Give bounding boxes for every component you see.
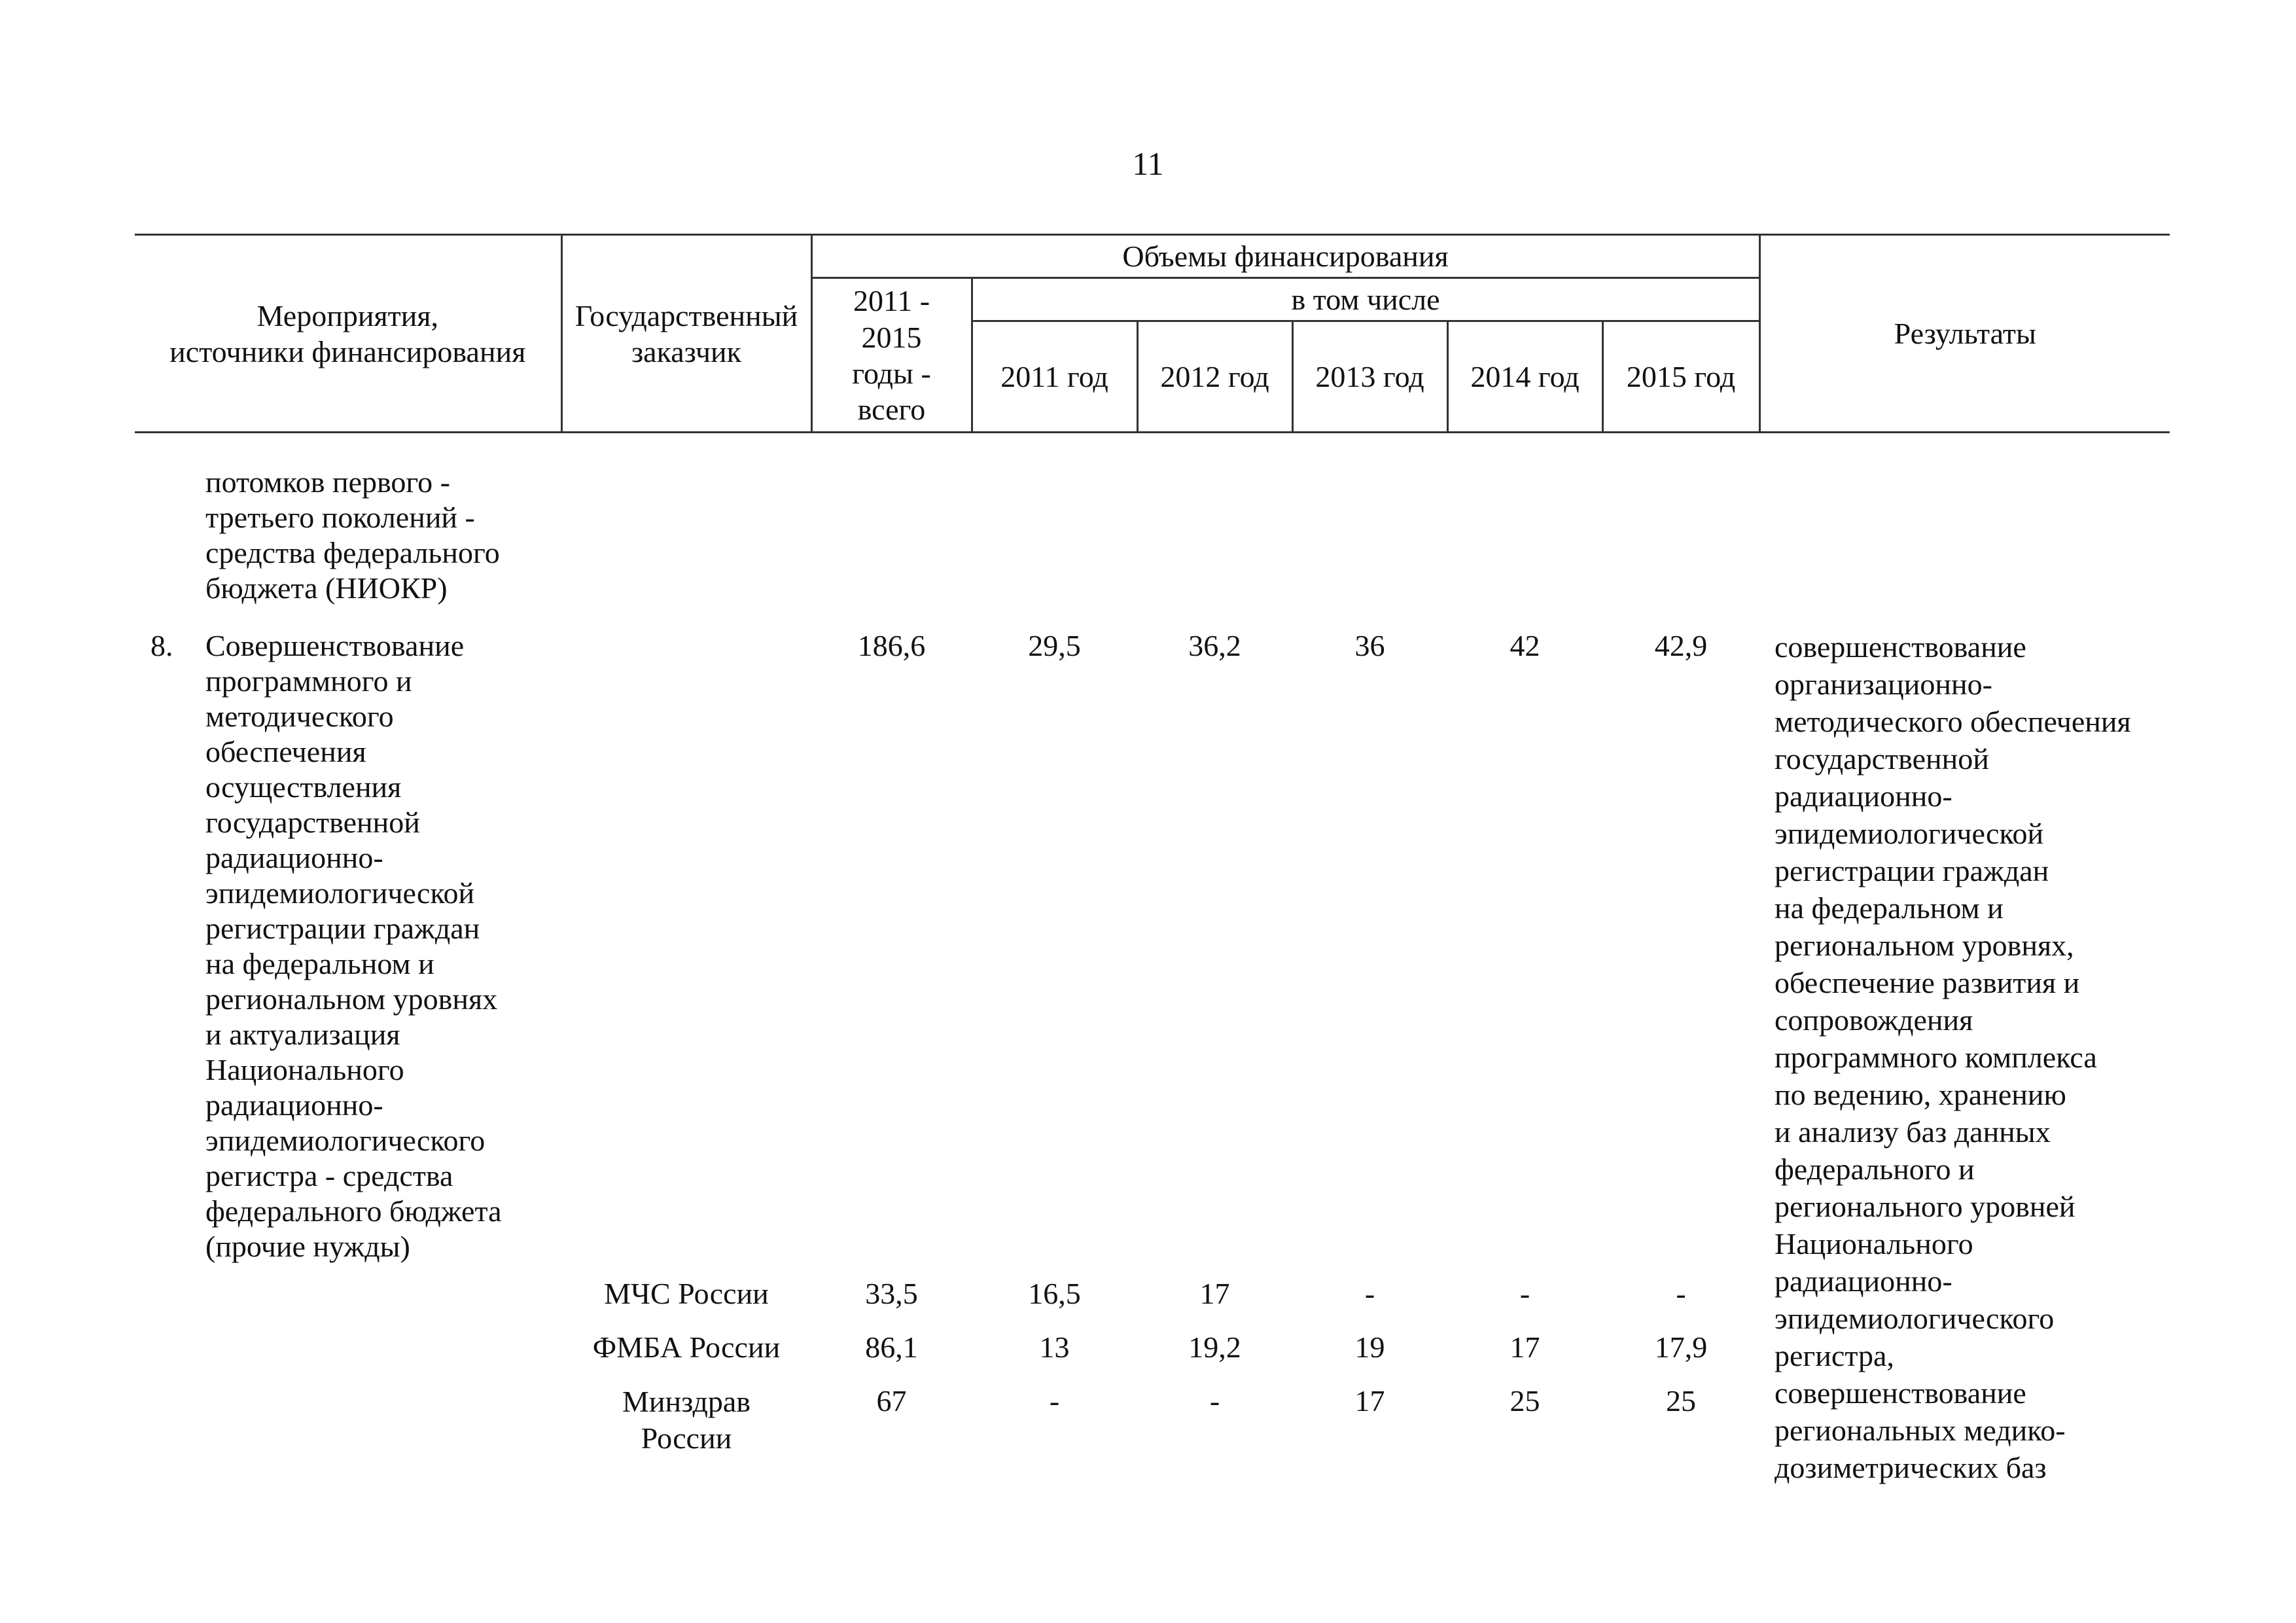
funding-table-header bbox=[135, 234, 2170, 433]
header-year-2013: 2013 год bbox=[1292, 321, 1447, 433]
customer-2015-value: 17,9 bbox=[1654, 1330, 1708, 1364]
customer-total-value: 33,5 bbox=[865, 1277, 918, 1310]
item-2014-value: 42 bbox=[1510, 629, 1540, 662]
item-2011-value: 29,5 bbox=[1028, 629, 1081, 662]
customer-2012-value: 17 bbox=[1199, 1277, 1230, 1310]
item-description: Совершенствование программного и методического обеспечения осуществления государственной радиационно- эпидемиологической регистрации граждан на федеральном и региональном уровнях и актуализация Национального радиационно- эпидемиологического регистра - средства федерального бюджета (прочие нужды) bbox=[205, 629, 502, 1263]
header-results: Результаты bbox=[1759, 235, 2170, 433]
customer-2011-value: 16,5 bbox=[1028, 1277, 1081, 1310]
customer-2013-value: 19 bbox=[1354, 1330, 1385, 1364]
customer-name: МЧС России bbox=[604, 1277, 769, 1310]
header-funding: Объемы финансирования bbox=[811, 235, 1759, 278]
customer-2015-value: 25 bbox=[1666, 1384, 1696, 1418]
customer-2014-value: 17 bbox=[1510, 1330, 1540, 1364]
customer-2011-value: - bbox=[1049, 1384, 1060, 1418]
header-year-2015: 2015 год bbox=[1602, 321, 1759, 433]
item-2015-value: 42,9 bbox=[1654, 629, 1708, 662]
customer-2013-value: 17 bbox=[1354, 1384, 1385, 1418]
customer-name: Минздрав России bbox=[622, 1385, 751, 1455]
item-number: 8. bbox=[150, 629, 173, 662]
customer-2011-value: 13 bbox=[1039, 1330, 1070, 1364]
continuation-text: потомков первого - третьего поколений - средства федерального бюджета (НИОКР) bbox=[205, 465, 500, 605]
customer-total-value: 67 bbox=[876, 1384, 907, 1418]
item-2012-value: 36,2 bbox=[1188, 629, 1241, 662]
customer-2015-value: - bbox=[1676, 1277, 1686, 1310]
header-total: 2011 - 2015 годы - всего bbox=[811, 278, 972, 433]
customer-2012-value: - bbox=[1209, 1384, 1220, 1418]
header-including: в том числе bbox=[972, 278, 1759, 321]
customer-name: ФМБА России bbox=[592, 1330, 781, 1364]
header-measures: Мероприятия, источники финансирования bbox=[135, 235, 561, 433]
header-year-2011: 2011 год bbox=[972, 321, 1137, 433]
header-year-2014: 2014 год bbox=[1447, 321, 1602, 433]
header-year-2012: 2012 год bbox=[1137, 321, 1292, 433]
customer-2013-value: - bbox=[1364, 1277, 1375, 1310]
header-customer: Государственный заказчик bbox=[561, 235, 811, 433]
item-2013-value: 36 bbox=[1354, 629, 1385, 662]
customer-2012-value: 19,2 bbox=[1188, 1330, 1241, 1364]
customer-total-value: 86,1 bbox=[865, 1330, 918, 1364]
page-number: 11 bbox=[1132, 145, 1164, 182]
item-results: совершенствование организационно- методического обеспечения государственной радиационно- эпидемиологической регистрации граждан на федеральном и региональном уровнях, обеспечение развития и сопровождения программного комплекса по ведению, хранению и анализу баз данных федерального и регионального уровней Национального радиационно- эпидемиологического регистра, совершенствование региональных медико- дозиметрических баз bbox=[1775, 630, 2131, 1484]
customer-2014-value: - bbox=[1519, 1277, 1530, 1310]
item-total-value: 186,6 bbox=[857, 629, 926, 662]
customer-2014-value: 25 bbox=[1510, 1384, 1540, 1418]
